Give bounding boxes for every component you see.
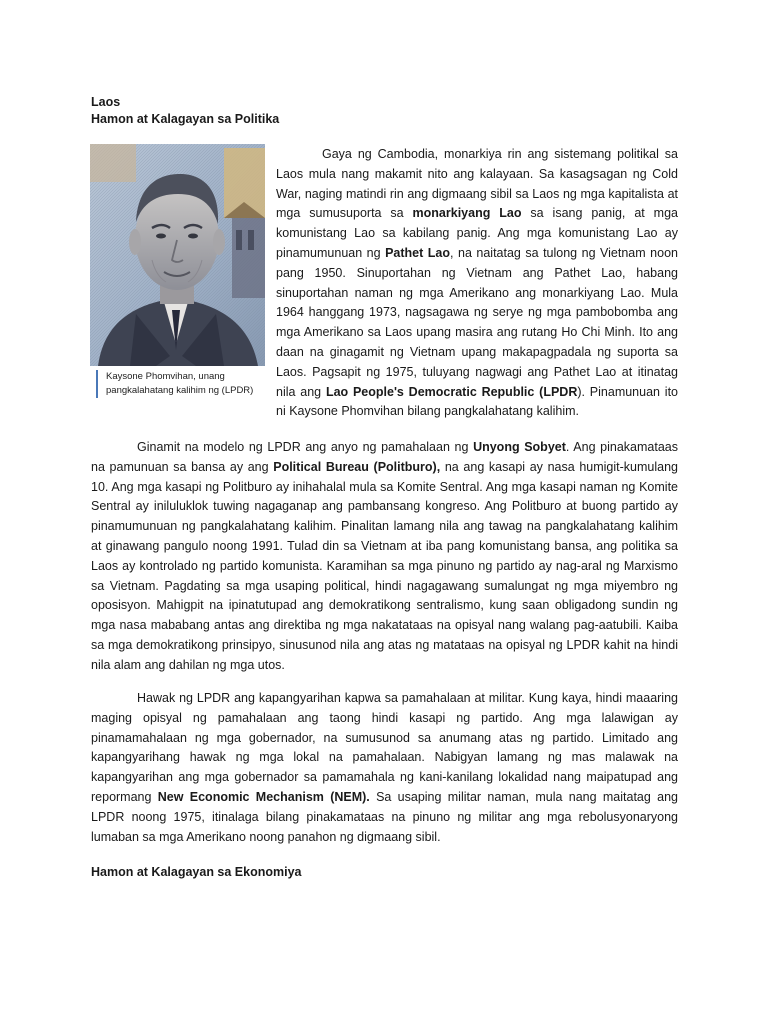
next-section-heading: Hamon at Kalagayan sa Ekonomiya — [91, 865, 302, 879]
figure — [90, 144, 265, 396]
term-lpdr: Lao People's Democratic Republic (LPDR — [325, 384, 578, 399]
body-paragraph-2 — [91, 438, 678, 676]
para2-text-1: Ginamit na modelo ng LPDR ang anyo ng pamahalaan ng — [137, 440, 474, 454]
intro-text-4: ). Pinamunuan ito ni Kaysone Phomvihan bilang pangkalahatang kalihim. — [276, 384, 678, 419]
figure-caption: Kaysone Phomvihan, unang pangkalahatang kalihim ng (LPDR) — [96, 370, 274, 398]
term-pathet-lao: Pathet Lao — [385, 245, 451, 260]
intro-text-1: Gaya ng Cambodia, monarkiya rin ang sistemang politikal sa Laos mula nang makamit nito ang kalayaan. Sa kasagsagan ng Cold War, naging matindi rin ang digmaang sibil sa Laos ng mga kapitalista at mga sumusuporta sa — [276, 147, 678, 221]
para3-text-2: Sa usaping militar naman, mula nang maitatag ang LPDR noong 1975, itinalaga bilang pinakamataas na pinuno ng militar ang mga rebolusyonaryong lumaban sa mga Amerikano noong panahon ng digmaang sibil. — [91, 789, 678, 844]
term-politburo: Political Bureau (Politburo), — [273, 459, 441, 474]
term-nem: New Economic Mechanism (NEM). — [157, 789, 370, 804]
term-monarkiyang-lao: monarkiyang Lao — [412, 206, 522, 221]
para3-text-1: Hawak ng LPDR ang kapangyarihan kapwa sa pamahalaan at militar. Kung kaya, hindi maaaring maging opisyal ng pamahalaan ang taong hindi kasapi ng partido. Ang mga lalawigan ay pinamamahalaan ng mga gobernador, na sumusunod sa anumang atas ng partido. Limitado ang kapangyarihang hawak ng mga lokal na pamahalaan. Nabigyan lamang ng mas malawak na kapangyarihan ang mga gobernador sa pamamahala ng kani-kanilang lokalidad nang maipatupad ang repormang — [91, 691, 678, 804]
body-paragraph-3 — [91, 689, 678, 847]
term-unyong-sobyet: Unyong Sobyet — [473, 440, 566, 454]
section-title: Laos — [91, 95, 121, 109]
intro-text-3: , na naitatag sa tulong ng Vietnam noon pang 1950. Sinuportahan ng Vietnam ang Pathet Lao, habang sinuportahan naman ng mga Amerikano ang monarkiyang Lao. Mula 1964 hanggang 1973, nagsagawa ng serye ng mga pambobomba ang mga Amerikano sa Laos upang masira ang rutang Ho Chi Minh. Ito ang daan na ginagamit ng Vietnam upang makapagpadala ng suporta sa Laos. Pagsapit ng 1975, tuluyang nagwagi ang Pathet Lao at itinatag nila ang — [276, 245, 678, 399]
para2-text-2: . Ang pinakamataas na pamunuan sa bansa ay ang — [91, 440, 678, 474]
para2-text-3: na ang kasapi ay nasa humigit-kumulang 10. Ang mga kasapi ng Politburo ay inihahalal mula sa Komite Sentral. Ang mga kasapi naman ng Komite Sentral ay iniluluklok tuwing nagaganap ang pambansang kongreso. Ang Politburo at buong partido ay pinamumunuan ng pangkalahatang kalihim. Pinalitan lamang nila ang tawag na pangkalahatang kalihim at ginawang pangulo noong 1991. Tulad din sa Vietnam at iba pang komunistang bansa, ang politika sa Laos ay kontrolado ng partido komunista. Karamihan sa mga pinuno ng partido ay nag-aral ng Marxismo sa Vietnam. Pagdating sa mga usaping political, hindi nagagawang sumalungat ng mga miyembro ng oposisyon. Mahigpit na ipinatutupad ang demokratikong sentralismo, kung saan obligadong sundin ng mga nasa mababang antas ang direktiba ng mga nakatataas na opisyal nang walang pag-aatubili. Kaiba sa mga demokratikong prinsipyo, sinusunod nila ang atas ng matataas na opisyal ng LPDR kahit na hindi nila alam ang dahilan ng mga utos. — [91, 459, 678, 672]
intro-text-2: sa isang panig, at mga komunistang Lao sa kabilang panig. Ang mga komunistang Lao ay pinamumunuan ng — [276, 206, 678, 260]
subsection-title: Hamon at Kalagayan sa Politika — [91, 112, 280, 126]
portrait-image — [90, 144, 265, 366]
intro-paragraph — [276, 145, 678, 422]
